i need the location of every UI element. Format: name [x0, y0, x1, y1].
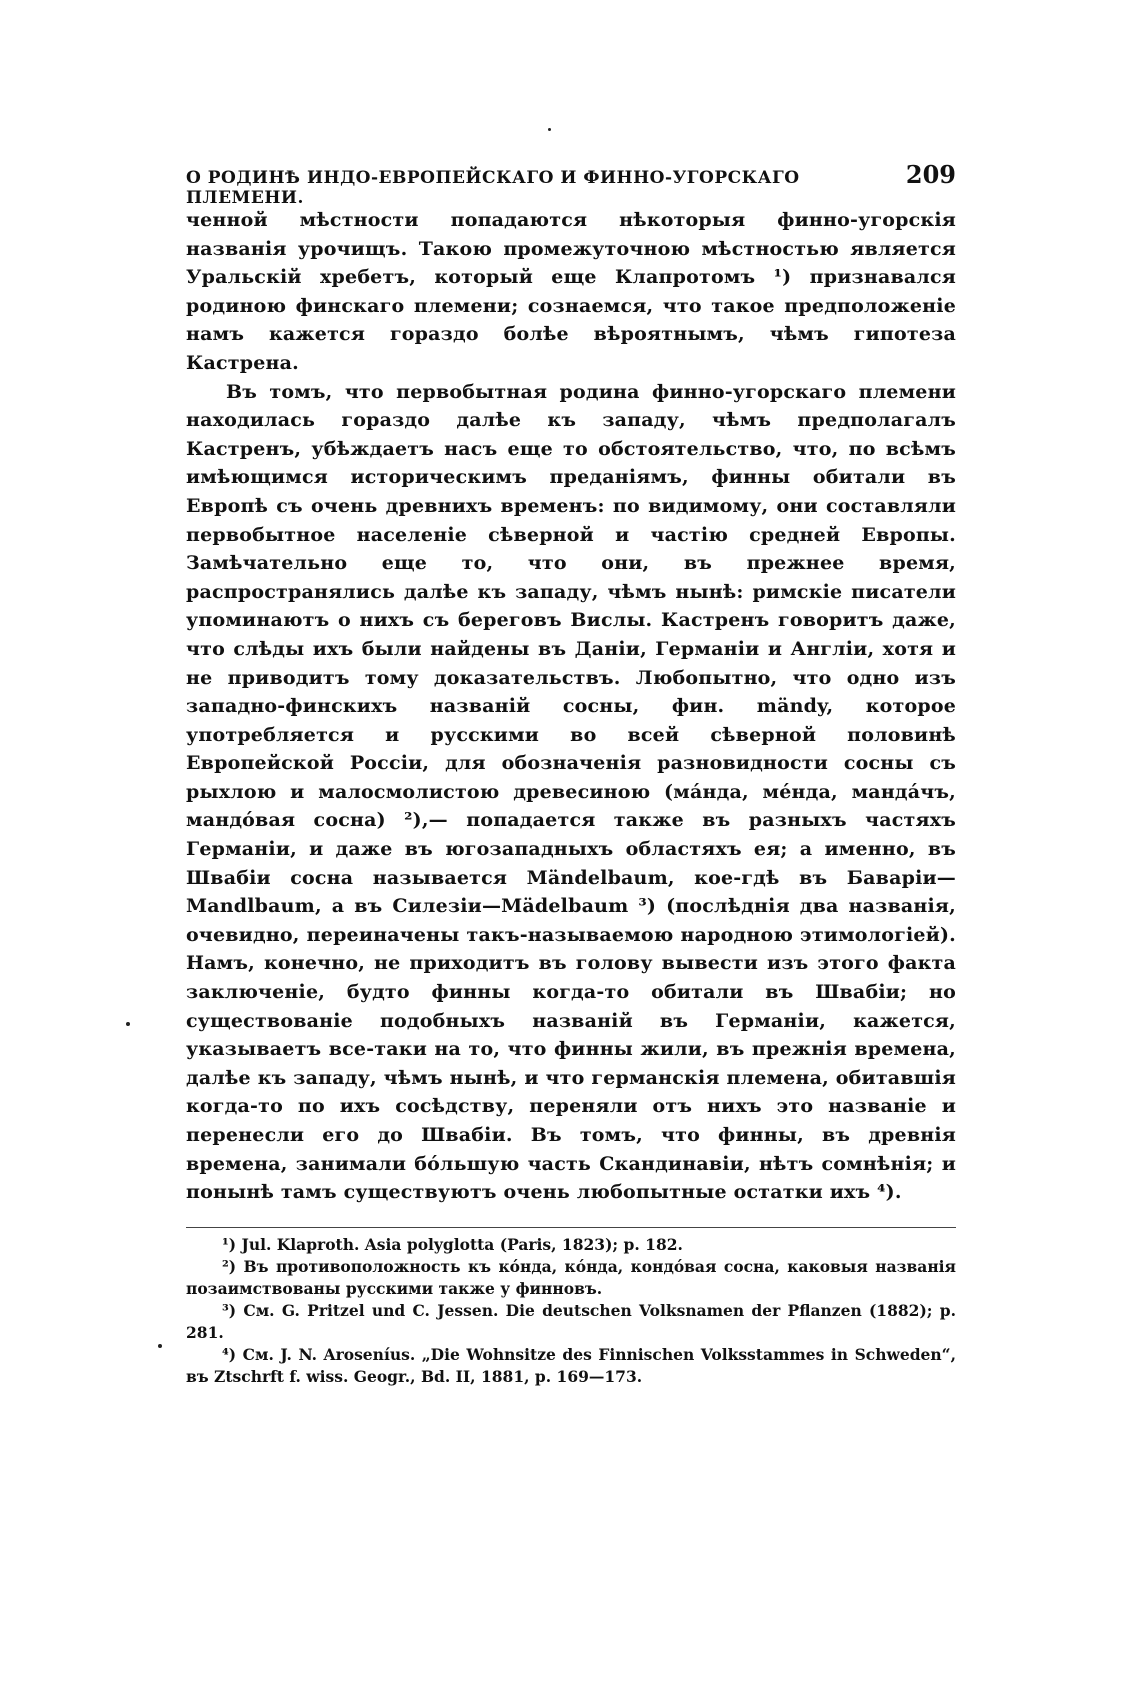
- page-number: 209: [905, 160, 956, 189]
- footnote: ³) См. G. Pritzel und C. Jessen. Die deutschen Volksnamen der Pflanzen (1882); p. 281.: [186, 1300, 956, 1342]
- footnote: ¹) Jul. Klaproth. Asia polyglotta (Paris, 1823); p. 182.: [222, 1234, 683, 1254]
- body-text: [186, 206, 956, 1207]
- paragraph: Въ томъ, что первобытная родина финно-угорскаго племени находилась гораздо далѣе къ западу, чѣмъ предполагалъ Кастренъ, убѣждаетъ насъ еще то обстоятельство, что, по всѣмъ имѣющимся историческимъ преданіямъ, финны обитали въ Европѣ съ очень древнихъ временъ: по видимому, они составляли первобытное населеніе сѣверной и частію средней Европы. Замѣчательно еще то, что они, въ прежнее время, распространялись далѣе къ западу, чѣмъ нынѣ: римскіе писатели упоминаютъ о нихъ съ береговъ Вислы. Кастренъ говоритъ даже, что слѣды ихъ были найдены въ Даніи, Германіи и Англіи, хотя и не приводитъ тому доказательствъ. Любопытно, что одно изъ западно-финскихъ названій сосны, фин. mändy, которое употребляется и русскими во всей сѣверной половинѣ Европейской Россіи, для обозначенія разновидности сосны съ рыхлою и малосмолистою древесиною (мáнда, мéнда, мандáчъ, мандóвая сосна) ²),— попадается также въ разныхъ частяхъ Германіи, и даже въ югозападныхъ областяхъ ея; а именно, въ Швабіи сосна называется Mändelbaum, кое-гдѣ въ Баваріи—Mandlbaum, а въ Силезіи—Mädelbaum ³) (послѣднія два названія, очевидно, переиначены такъ-называемою народною этимологіей). Намъ, конечно, не приходитъ въ голову вывести изъ этого факта заключеніе, будто финны когда-то обитали въ Швабіи; но существованіе подобныхъ названій въ Германіи, кажется, указываетъ все-таки на то, что финны жили, въ прежнія времена, далѣе къ западу, чѣмъ нынѣ, и что германскія племена, обитавшія когда-то по ихъ сосѣдству, переняли отъ нихъ это названіе и перенесли его до Швабіи. Въ томъ, что финны, въ древнія времена, занимали бóльшую часть Скандинавіи, нѣтъ сомнѣнія; и понынѣ тамъ существуютъ очень любопытные остатки ихъ ⁴).: [186, 380, 956, 1204]
- paragraph: ченной мѣстности попадаются нѣкоторыя финно-угорскія названія урочищъ. Такою промежуточною мѣстностью является Уральскій хребетъ, который еще Клапротомъ ¹) признавался родиною финскаго племени; сознаемся, что такое предположеніе намъ кажется гораздо болѣе вѣроятнымъ, чѣмъ гипотеза Кастрена.: [186, 209, 956, 374]
- footnotes: [186, 1227, 956, 1388]
- margin-speck: [126, 1022, 130, 1026]
- footnote: ⁴) См. J. N. Aroseníus. „Die Wohnsitze des Finnischen Volksstammes in Schweden“, въ Ztschrft f. wiss. Geogr., Bd. II, 1881, p. 169—173.: [186, 1344, 956, 1386]
- page-speck: [548, 128, 551, 131]
- running-title: О РОДИНѢ ИНДО-ЕВРОПЕЙСКАГО И ФИННО-УГОРСКАГО ПЛЕМЕНИ.: [186, 168, 800, 208]
- margin-speck: [158, 1344, 162, 1348]
- footnote: ²) Въ противоположность къ кóнда, кóнда, кондóвая сосна, каковыя названія позаимствованы русскими также у финновъ.: [186, 1256, 956, 1298]
- running-head: [186, 160, 956, 208]
- book-page: [186, 160, 956, 1388]
